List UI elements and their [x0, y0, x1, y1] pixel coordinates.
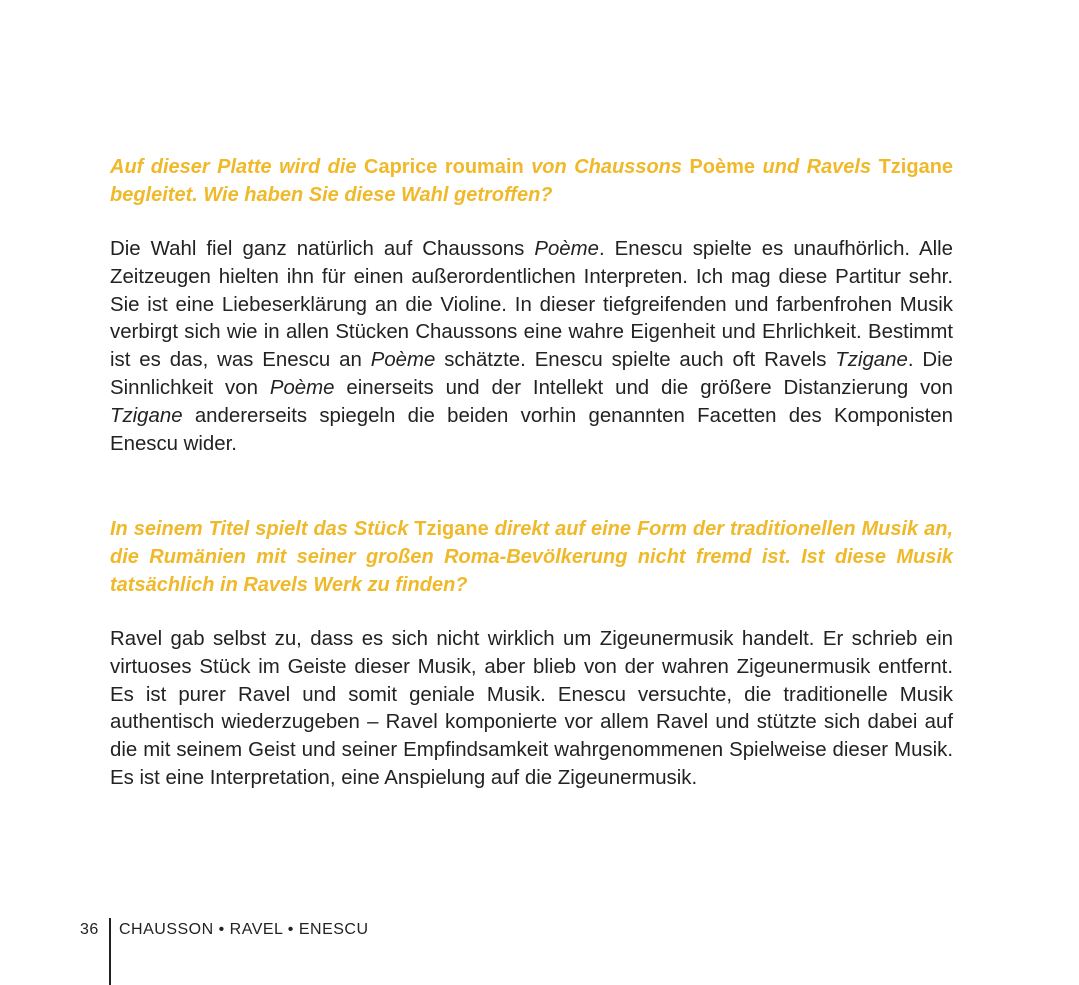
work-title: Poème	[689, 156, 756, 178]
question-2: In seinem Titel spielt das Stück Tzigane direkt auf eine Form der traditionellen Musik an, die Rumänien mit seiner großen Roma-Bevölkerung nicht fremd ist. Ist diese Musik tatsächlich in Ravels Werk zu finden?	[110, 518, 954, 596]
answer-1: Die Wahl fiel ganz natürlich auf Chaussons Poème. Enescu spielte es unaufhörlich. Alle Zeitzeugen hielten ihn für einen außerordentlichen Interpreten. Ich mag diese Partitur sehr. Sie ist eine Liebeserklärung an die Violine. In dieser tiefgreifenden und farbenfrohen Musik verbirgt sich wie in allen Stücken Chaussons eine wahre Eigenheit und Ehrlichkeit. Bestimmt ist es das, was Enescu an Poème schätzte. Enescu spielte auch oft Ravels Tzigane. Die Sinnlichkeit von Poème einerseits und der Intellekt und die größere Distanzierung von Tzigane andererseits spiegeln die beiden vorhin genannten Facetten des Komponisten Enescu wider.	[110, 238, 953, 455]
question-1: Auf dieser Platte wird die Caprice roumain von Chaussons Poème und Ravels Tzigane begleitet. Wie haben Sie diese Wahl getroffen?	[110, 156, 954, 206]
work-title: Poème	[370, 349, 436, 372]
work-title: Tzigane	[878, 156, 954, 178]
work-title: Poème	[534, 238, 599, 260]
running-title: CHAUSSON • RAVEL • ENESCU	[119, 921, 369, 938]
work-title: Tzigane	[414, 518, 489, 540]
page-footer	[80, 918, 480, 985]
work-title: Poème	[269, 376, 335, 399]
work-title: Tzigane	[835, 349, 908, 372]
answer-2: Ravel gab selbst zu, dass es sich nicht wirklich um Zigeunermusik handelt. Er schrieb ein virtuoses Stück im Geiste dieser Musik, aber blieb von der wahren Zigeunermusik entfernt. Es ist purer Ravel und somit geniale Musik. Enescu versuchte, die traditionelle Musik authentisch wiederzugeben – Ravel komponierte vor allem Ravel und stützte sich dabei auf die mit seinem Geist und seiner Empfindsamkeit wahrgenommenen Spielweise dieser Musik. Es ist eine Interpretation, eine Anspielung auf die Zigeunermusik.	[110, 628, 953, 789]
work-title: Tzigane	[110, 404, 183, 427]
work-title: Caprice roumain	[364, 156, 524, 178]
footer-divider	[109, 918, 111, 985]
page-number: 36	[80, 921, 99, 938]
